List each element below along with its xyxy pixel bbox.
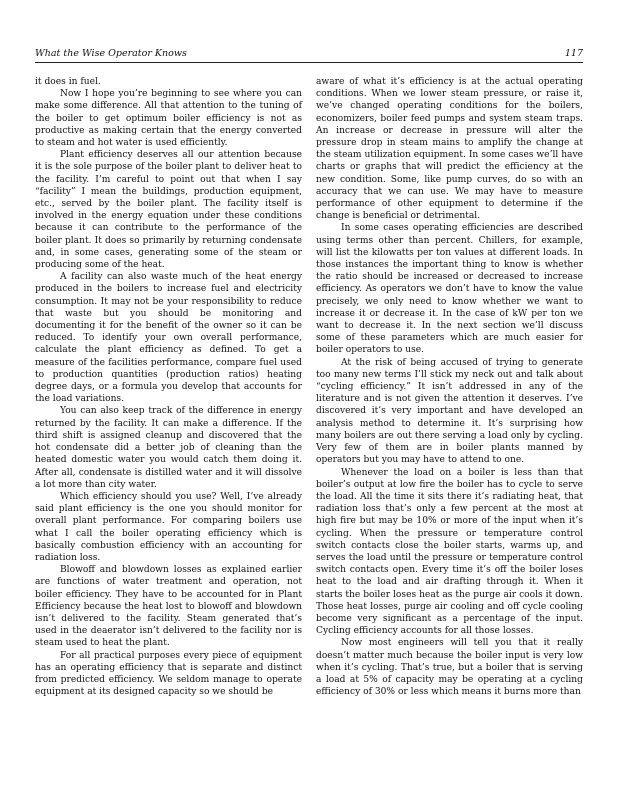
running-head xyxy=(35,48,583,61)
right-column xyxy=(316,76,583,698)
paragraph: Whenever the load on a boiler is less than that boiler’s output at low fire the boiler has to cycle to serve the load. All the time it sits there it’s radiating heat, that radiation loss that’s only a few percent at the most at high fire but may be 10% or more of the input when it’s cycling. When the pressure or temperature control switch contacts close the boiler starts, warms up, and serves the load until the pressure or temperature control switch contacts open. Every time it’s off the boiler loses heat to the load and air drafting through it. When it starts the boiler loses heat as the purge air cools it down. Those heat losses, purge air cooling and off cycle cooling become very significant as a percentage of the input. Cycling efficiency accounts for all those losses. xyxy=(316,467,583,637)
paragraph: Plant efficiency deserves all our attention because it is the sole purpose of the boiler plant to deliver heat to the facility. I’m careful to point out that when I say “facility” I mean the buildings, production equipment, etc., served by the boiler plant. The facility itself is involved in the energy equation under these conditions because it can contribute to the performance of the boiler plant. It does so primarily by returning condensate and, in some cases, generating some of the steam or producing some of the heat. xyxy=(35,150,302,271)
paragraph: it does in fuel. xyxy=(35,77,101,87)
paragraph: Now I hope you’re beginning to see where you can make some difference. All that attention to the tuning of the boiler to get optimum boiler efficiency is not as productive as making certain that the energy converted to steam and hot water is used efficiently. xyxy=(35,89,302,149)
header-rule xyxy=(35,62,583,63)
paragraph: At the risk of being accused of trying to generate too many new terms I’ll stick my neck out and talk about “cycling efficiency.” It isn’t addressed in any of the literature and is not given the attention it deserves. I’ve discovered it’s very important and have developed an analysis method to determine it. It’s surprising how many boilers are out there serving a load only by cycling. Very few of them are in boiler plants manned by operators but you may have to attend to one. xyxy=(316,357,583,466)
paragraph: Which efficiency should you use? Well, I’ve already said plant efficiency is the one you should monitor for overall plant performance. For comparing boilers use what I call the boiler operating efficiency which is basically combustion efficiency with an accounting for radiation loss. xyxy=(35,491,302,563)
paragraph: Now most engineers will tell you that it really doesn’t matter much because the boiler input is very low when it’s cycling. That’s true, but a boiler that is serving a load at 5% of capacity may be operating at a cycling efficiency of 30% or less which means it burns more than xyxy=(316,638,583,698)
page-number: 117 xyxy=(564,48,583,59)
book-title: What the Wise Operator Knows xyxy=(35,48,187,59)
paragraph: In some cases operating efficiencies are described using terms other than percent. Chillers, for example, will list the kilowatts per ton values at different loads. In those instances the important thing to know is whether the ratio should be increased or decreased to increase efficiency. As operators we don’t have to know the value precisely, we only need to know whether we want to increase it or decrease it. In the case of kW per ton we want to decrease it. In the next section we’ll discuss some of these parameters which are much easier for boiler operators to use. xyxy=(316,223,583,356)
paragraph: aware of what it’s efficiency is at the actual operating conditions. When we lower steam pressure, or raise it, we’ve changed operating conditions for the boilers, economizers, boiler feed pumps and system steam traps. An increase or decrease in pressure will alter the pressure drop in steam mains to amplify the change at the steam utilization equipment. In some cases we’ll have charts or graphs that will predict the efficiency at the new condition. Some, like pump curves, do so with an accuracy that we can use. We may have to measure performance of other equipment to determine if the change is beneficial or detrimental. xyxy=(316,77,583,222)
paragraph: A facility can also waste much of the heat energy produced in the boilers to increase fuel and electricity consumption. It may not be your responsibility to reduce that waste but you should be monitoring and documenting it for the benefit of the owner so it can be reduced. To identify your own overall performance, calculate the plant efficiency as defined. To get a measure of the facilities performance, compare fuel used to production quantities (production ratios) heating degree days, or a formula you develop that accounts for the load variations. xyxy=(35,272,302,405)
paragraph: For all practical purposes every piece of equipment has an operating efficiency that is separate and distinct from predicted efficiency. We seldom manage to operate equipment at its designed capacity so we should be xyxy=(35,650,302,698)
paragraph: You can also keep track of the difference in energy returned by the facility. It can make a difference. If the third shift is assigned cleanup and discovered that the hot condensate did a better job of cleaning than the heated domestic water you would catch them doing it. After all, condensate is distilled water and it will dissolve a lot more than city water. xyxy=(35,406,302,490)
left-column xyxy=(35,76,302,698)
paragraph: Blowoff and blowdown losses as explained earlier are functions of water treatment and operation, not boiler efficiency. They have to be accounted for in Plant Efficiency because the heat lost to blowoff and blowdown isn’t delivered to the facility. Steam generated that’s used in the deaerator isn’t delivered to the facility nor is steam used to heat the plant. xyxy=(35,565,302,649)
